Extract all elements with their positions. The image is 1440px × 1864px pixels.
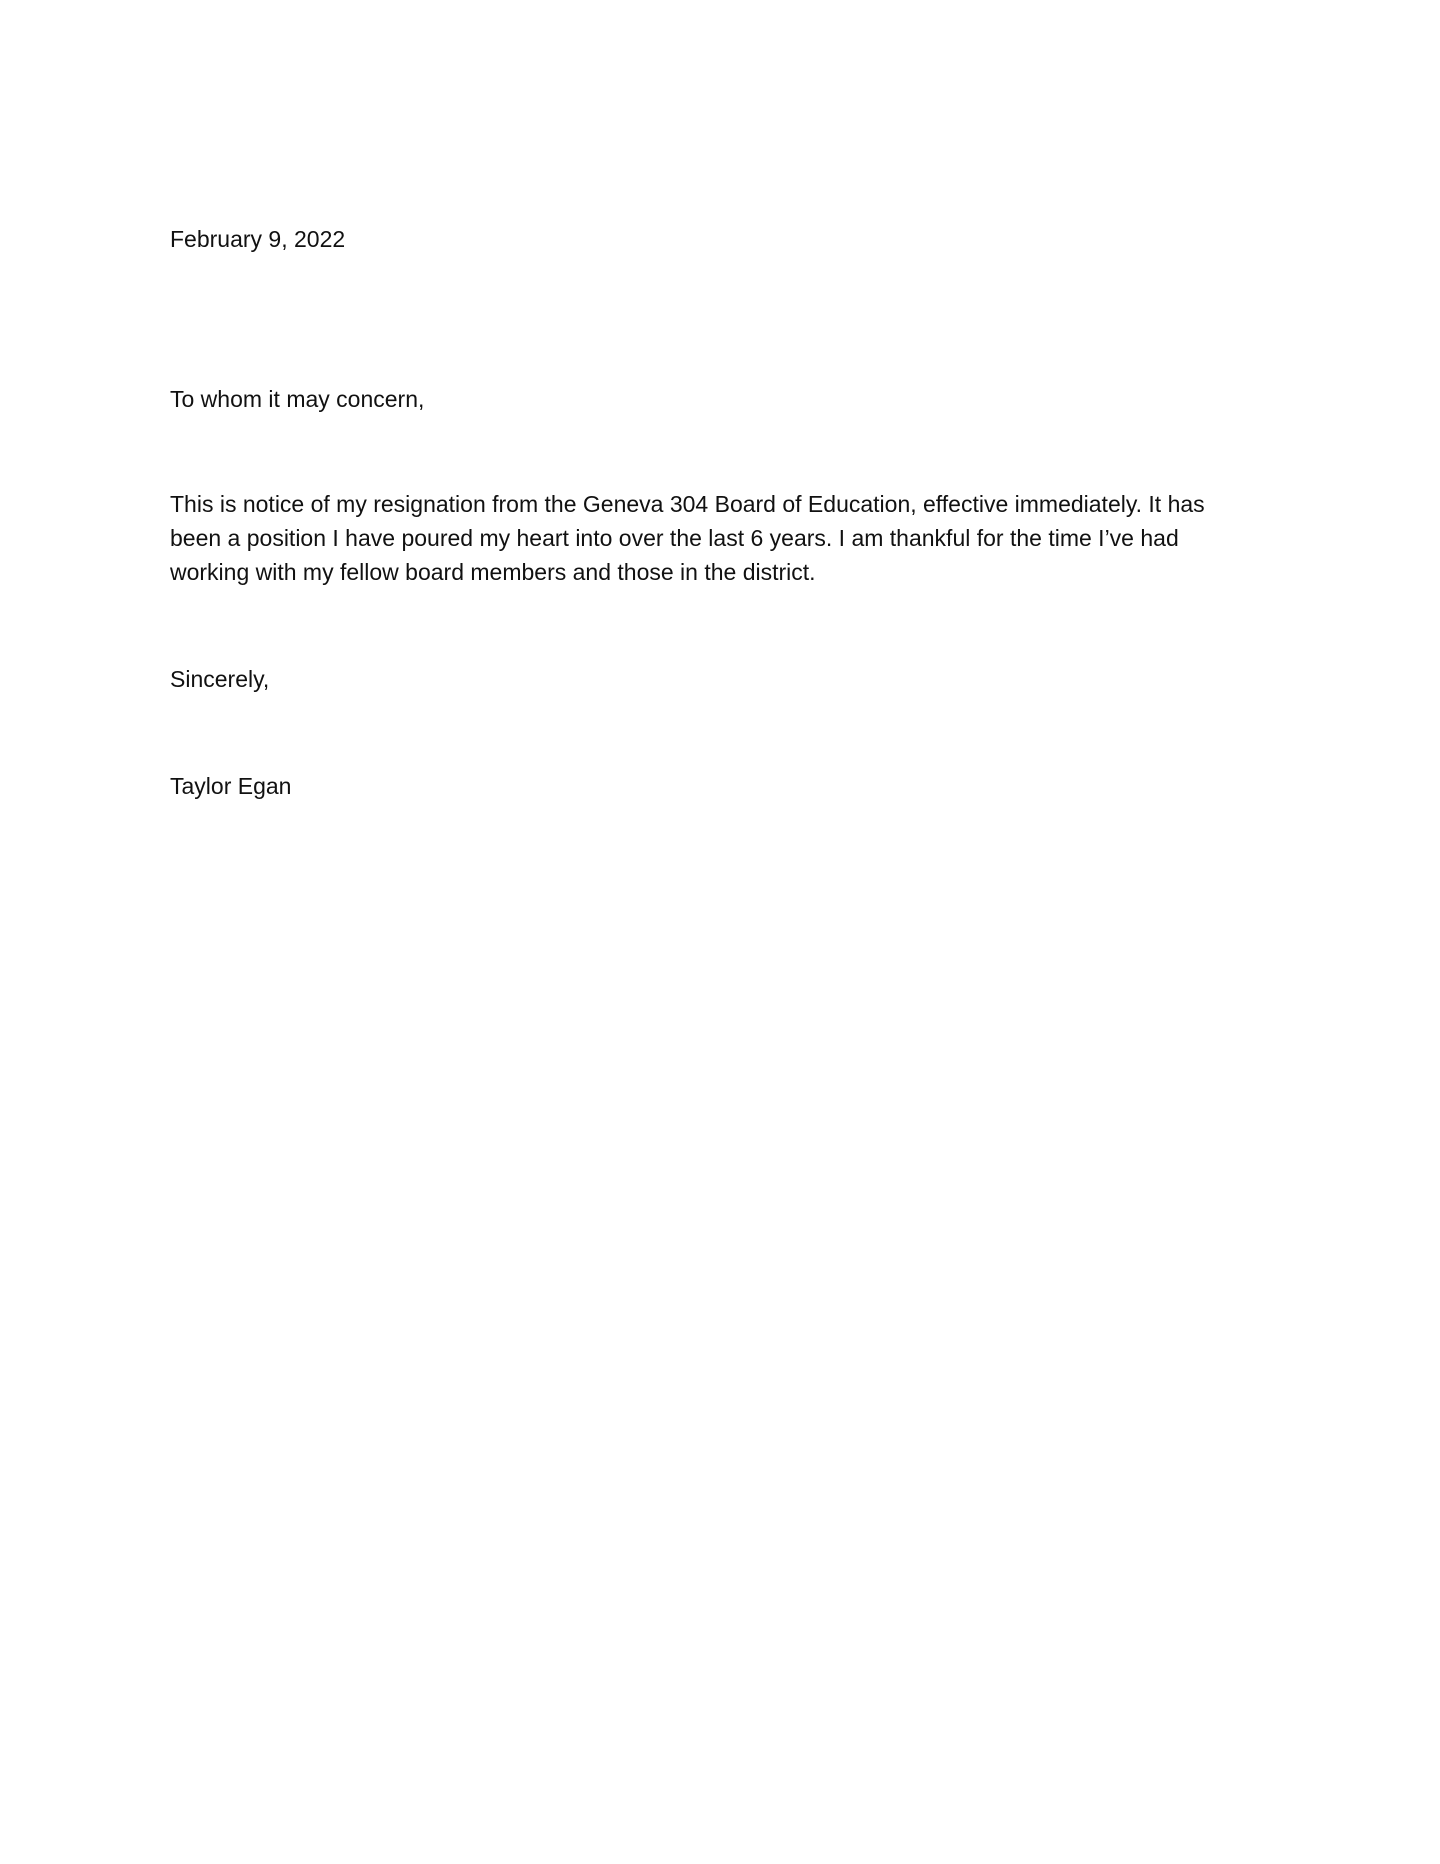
letter-body-line: working with my fellow board members and those in the district. bbox=[170, 559, 816, 585]
letter-body-line: This is notice of my resignation from the Geneva 304 Board of Education, effective immediately. It has bbox=[170, 491, 1205, 517]
letter-signature-name: Taylor Egan bbox=[170, 773, 292, 799]
letter-date: February 9, 2022 bbox=[170, 226, 346, 252]
letter-body-line: been a position I have poured my heart into over the last 6 years. I am thankful for the time I’ve had bbox=[170, 525, 1179, 551]
letter-body bbox=[170, 487, 1280, 589]
letter-salutation: To whom it may concern, bbox=[170, 386, 425, 412]
letter-closing: Sincerely, bbox=[170, 666, 270, 692]
